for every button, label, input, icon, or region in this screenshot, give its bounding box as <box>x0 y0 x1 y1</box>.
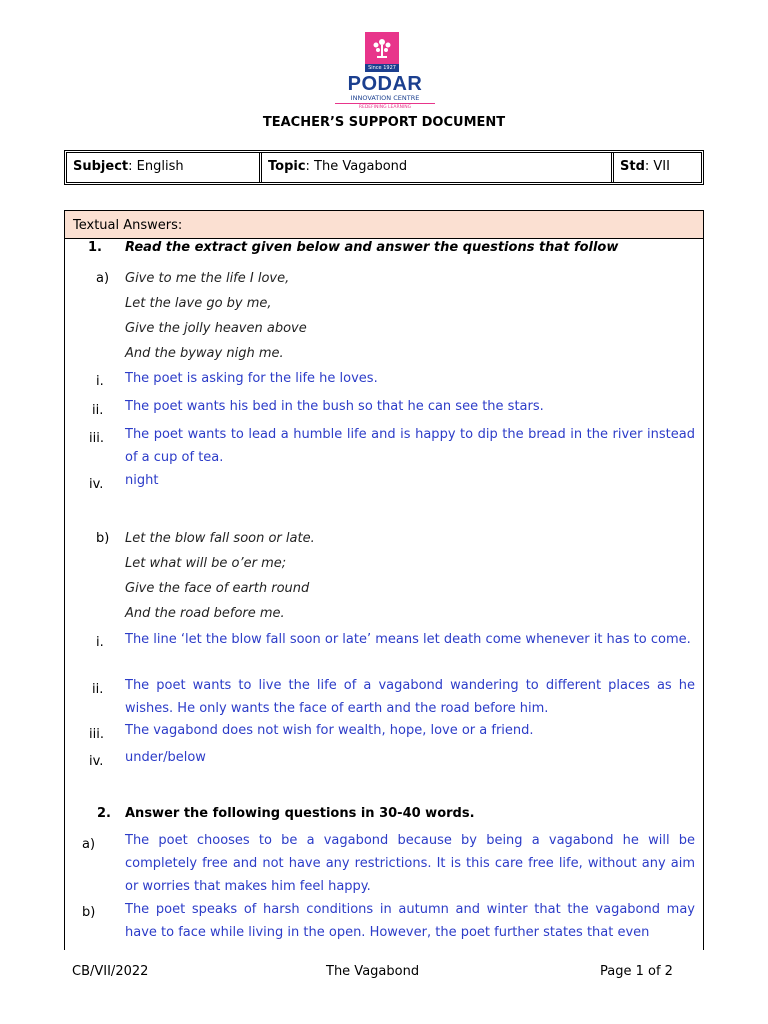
answer-text: The poet wants to lead a humble life and is happy to dip the bread in the river instead of a cup of tea. <box>125 427 695 465</box>
answer-text: under/below <box>125 750 206 765</box>
answer-text: The poet wants to live the life of a vagabond wandering to different places as he wishes. He only wants the face of earth and the road before him. <box>125 678 695 716</box>
answer-marker: ii. <box>92 403 104 418</box>
answer-text: night <box>125 473 159 488</box>
answer-text: The poet wants his bed in the bush so that he can see the stars. <box>125 399 544 414</box>
answer-text: The poet speaks of harsh conditions in autumn and winter that the vagabond may have to face while living in the open. However, the poet further states that even <box>125 902 695 940</box>
answer-marker: iii. <box>89 431 104 446</box>
poem-line: Let the blow fall soon or late. <box>125 531 315 546</box>
document-meta-table <box>64 150 704 185</box>
subject-label: Subject <box>73 159 129 174</box>
logo-brand: PODAR <box>347 73 423 95</box>
subject-cell <box>67 153 262 182</box>
q2-number: 2. <box>97 806 111 821</box>
footer-code: CB/VII/2022 <box>72 964 149 979</box>
section-heading-colon: : <box>177 218 183 233</box>
podar-logo <box>335 28 435 110</box>
q2-text: Answer the following questions in 30-40 words. <box>125 806 475 821</box>
q1-text: Read the extract given below and answer the questions that follow <box>125 240 619 255</box>
poem-line: And the byway nigh me. <box>125 346 284 361</box>
std-cell <box>614 153 701 182</box>
document-title: TEACHER’S SUPPORT DOCUMENT <box>262 115 506 130</box>
page-number: Page 1 of 2 <box>600 964 673 979</box>
logo-tagline: REDEFINING LEARNING <box>335 103 435 111</box>
poem-line: Give the face of earth round <box>125 581 310 596</box>
logo-subtitle: INNOVATION CENTRE <box>350 94 420 102</box>
q1b-marker: b) <box>96 531 110 546</box>
answer-marker: ii. <box>92 682 104 697</box>
topic-cell <box>262 153 614 182</box>
section-heading-label: Textual Answers <box>73 218 178 233</box>
answer-text: The poet is asking for the life he loves. <box>125 371 378 386</box>
answer-marker: b) <box>82 905 96 920</box>
subject-value: : English <box>128 159 184 174</box>
q1-number: 1. <box>88 240 102 255</box>
poem-line: Let what will be o’er me; <box>125 556 287 571</box>
topic-label: Topic <box>268 159 306 174</box>
topic-value: : The Vagabond <box>305 159 408 174</box>
section-heading <box>65 211 703 239</box>
poem-line: Let the lave go by me, <box>125 296 272 311</box>
std-value: : VII <box>644 159 670 174</box>
footer-title: The Vagabond <box>326 964 420 979</box>
answer-text: The line ‘let the blow fall soon or late’ means let death come whenever it has to come. <box>125 632 691 647</box>
answer-marker: a) <box>82 837 96 852</box>
answer-marker: i. <box>96 635 104 650</box>
tree-icon <box>365 32 399 64</box>
answer-marker: iv. <box>89 477 104 492</box>
answer-marker: i. <box>96 374 104 389</box>
q1a-marker: a) <box>96 271 110 286</box>
poem-line: Give the jolly heaven above <box>125 321 307 336</box>
answer-text: The poet chooses to be a vagabond because by being a vagabond he will be completely free and not have any restrictions. It is this care free life, without any aim or worries that makes him feel happy. <box>125 833 695 894</box>
answer-marker: iv. <box>89 754 104 769</box>
std-label: Std <box>620 159 645 174</box>
logo-since: Since 1927 <box>365 64 399 72</box>
answer-marker: iii. <box>89 727 104 742</box>
poem-line: And the road before me. <box>125 606 285 621</box>
answer-text: The vagabond does not wish for wealth, hope, love or a friend. <box>125 723 534 738</box>
poem-line: Give to me the life I love, <box>125 271 290 286</box>
